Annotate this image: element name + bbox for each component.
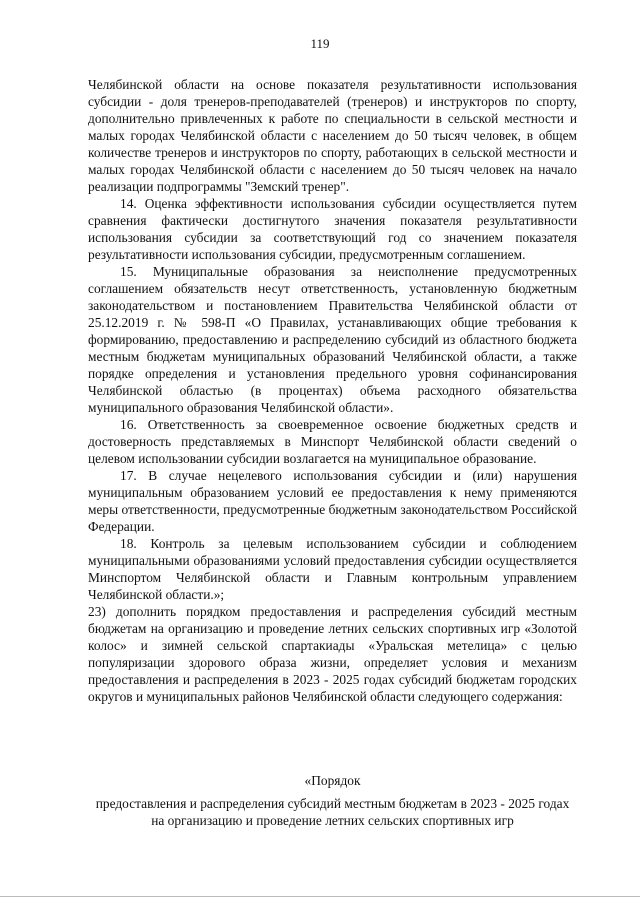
paragraph-23: 23) дополнить порядком предоставления и распределения субсидий местным бюджетам на организацию и проведение летних сельских спортивных игр «Золотой колос» и зимней сельской спартакиады «Уральская метелица» с целью популяризации здорового образа жизни, определяет условия и механизм предоставления и распределения в 2023 - 2025 годах субсидий бюджетам городских округов и муниципальных районов Челябинской области следующего содержания: (88, 604, 577, 704)
section-heading (88, 772, 577, 829)
paragraph-16: 16. Ответственность за своевременное освоение бюджетных средств и достоверность представляемых в Минспорт Челябинской области сведений о целевом использовании субсидии возлагается на муниципальное образование. (88, 417, 577, 466)
paragraph-15: 15. Муниципальные образования за неисполнение предусмотренных соглашением обязательств несут ответственность, установленную бюджетным законодательством и постановлением Правительства Челябинской области от 25.12.2019 г. № 598-П «О Правилах, устанавливающих общие требования к формированию, предоставлению и распределению субсидий из областного бюджета местным бюджетам муниципальных образований Челябинской области, а также порядке определения и установления предельного уровня софинансирования Челябинской областью (в процентах) объема расходного обязательства муниципального образования Челябинской области». (88, 264, 577, 415)
paragraph-17: 17. В случае нецелевого использования субсидии и (или) нарушения муниципальным образованием условий ее предоставления к нему применяются меры ответственности, предусмотренные бюджетным законодательством Российской Федерации. (88, 468, 577, 534)
paragraph-18: 18. Контроль за целевым использованием субсидии и соблюдением муниципальными образованиями условий предоставления субсидии осуществляется Минспортом Челябинской области и Главным контрольным управлением Челябинской области.»; (88, 536, 577, 602)
paragraph-14: 14. Оценка эффективности использования субсидии осуществляется путем сравнения фактически достигнутого значения показателя результативности использования субсидии за соответствующий год со значением показателя результативности использования субсидии, предусмотренным соглашением. (88, 196, 577, 262)
page-bottom-edge (0, 896, 640, 897)
heading-subtitle: предоставления и распределения субсидий местным бюджетам в 2023 - 2025 годах на организацию и проведение летних сельских спортивных игр (95, 796, 570, 828)
heading-title: «Порядок (304, 773, 361, 788)
page-number: 119 (310, 36, 330, 51)
body-text (88, 76, 577, 705)
paragraph-continuation: Челябинской области на основе показателя результативности использования субсидии - доля тренеров-преподавателей (тренеров) и инструкторов по спорту, дополнительно привлеченных к работе по специальности в сельской местности и малых городах Челябинской области с населением до 50 тысяч человек, в общем количестве тренеров и инструкторов по спорту, работающих в сельской местности и малых городах Челябинской области с населением до 50 тысяч человек на начало реализации подпрограммы "Земский тренер". (88, 77, 577, 194)
